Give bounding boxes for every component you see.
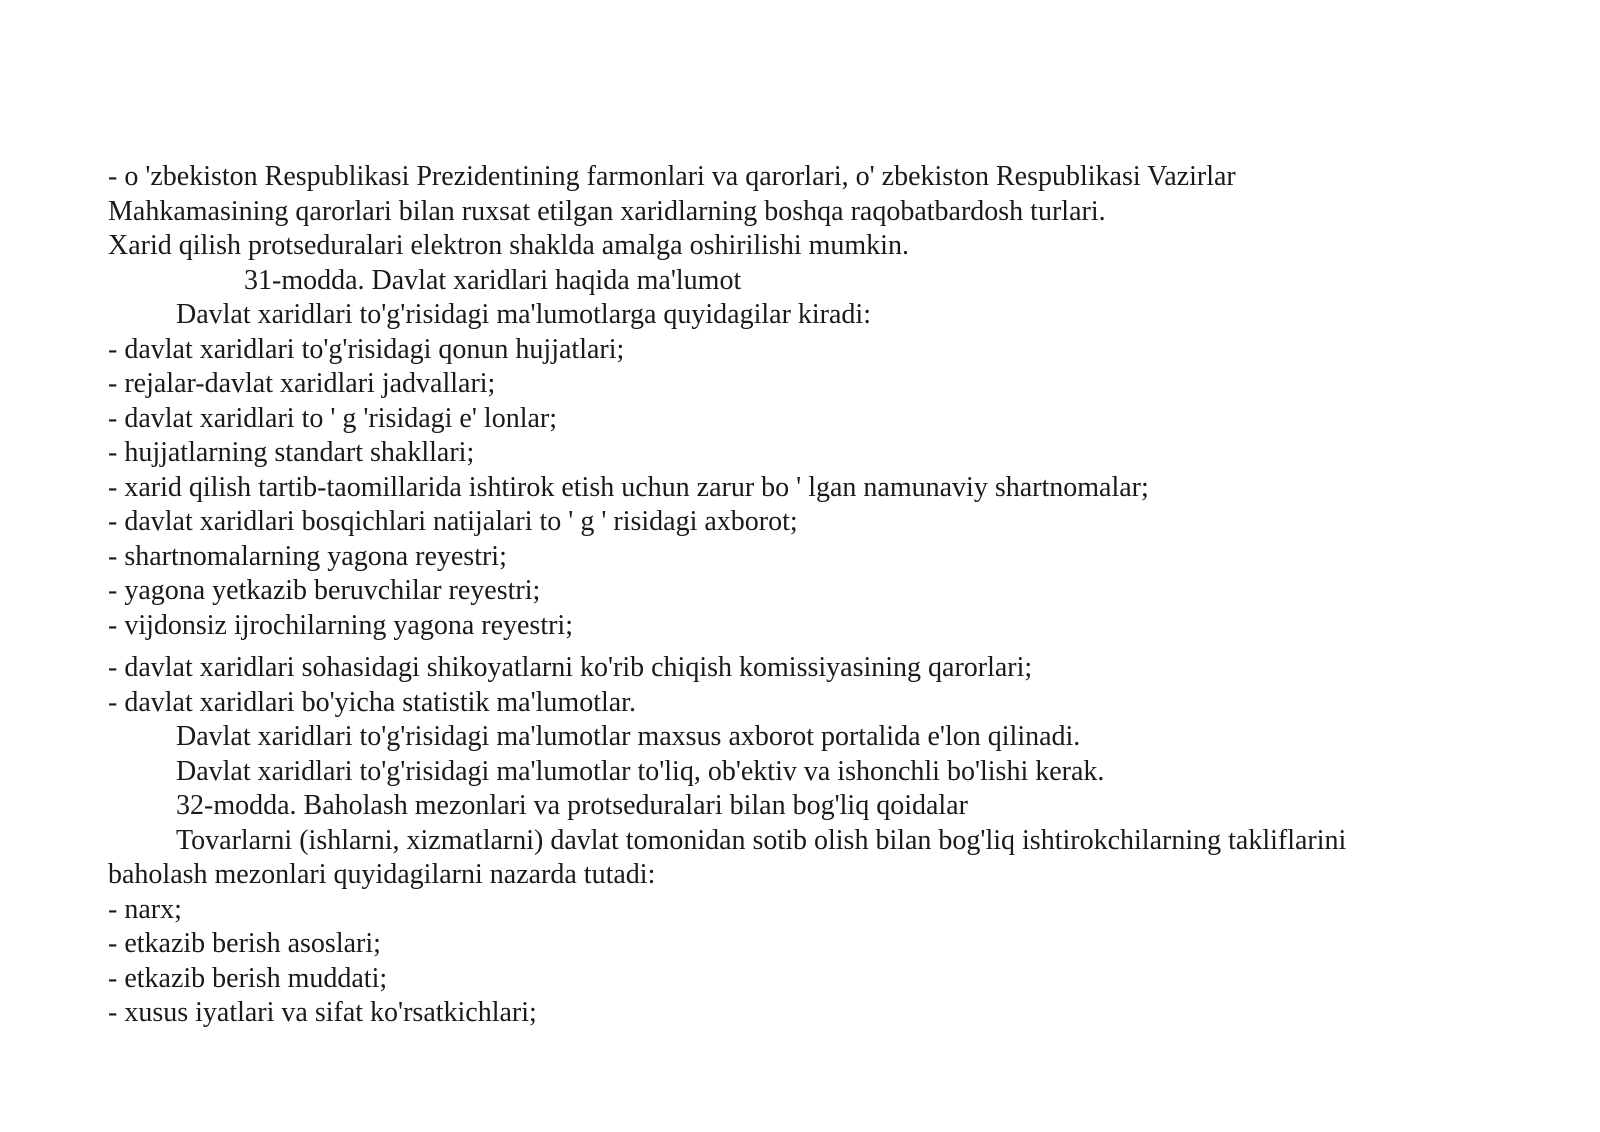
list-item: - vijdonsiz ijrochilarning yagona reyestri;	[108, 609, 573, 641]
article-heading: 31-modda. Davlat xaridlari haqida ma'lumot	[244, 264, 742, 296]
text-line: Xarid qilish protseduralari elektron shakldа amalga oshirilishi mumkin.	[108, 230, 909, 261]
paragraph-line: baholash mezonlari quyidagilarni nazarda tutadi:	[108, 859, 656, 890]
text-line: - o 'zbekiston Respublikasi Prezidentining farmonlari va qarorlari, o' zbekiston Respublikasi Vazirlar	[108, 161, 1236, 192]
list-item: - narx;	[108, 893, 182, 925]
paragraph-line: Davlat xaridlari to'g'risidagi ma'lumotlar to'liq, ob'ektiv va ishonchli bo'lishi kerak.	[176, 755, 1105, 787]
article-heading: 32-modda. Baholash mezonlari va protseduralari bilan bog'liq qoidalar	[176, 790, 968, 821]
list-item: - davlat xaridlari bosqichlari natijalari to ' g ' risidagi axborot;	[108, 506, 798, 537]
document-body	[108, 160, 1548, 1031]
list-item: - yagona yetkazib beruvchilar reyestri;	[108, 575, 541, 606]
paragraph-line: Davlat xaridlari to'g'risidagi ma'lumotlarga quyidagilar kiradi:	[176, 299, 871, 330]
list-item: - davlat xaridlari bo'yicha statistik ma'lumotlar.	[108, 686, 636, 718]
list-item: - xusus iyatlari va sifat ko'rsatkichlari;	[108, 997, 537, 1028]
text-line: Mahkamasining qarorlari bilan ruxsat etilgan xaridlarning boshqa raqobatbardosh turlari.	[108, 195, 1106, 227]
paragraph-line: Tovarlarni (ishlarni, xizmatlarni) davlat tomonidan sotib olish bilan bog'liq ishtirokchilarning takliflarini	[176, 824, 1347, 856]
list-item: - davlat xaridlari to'g'risidagi qonun hujjatlari;	[108, 333, 625, 365]
paragraph-line: Davlat xaridlari to'g'risidagi ma'lumotlar maxsus axborot portalida e'lon qilinadi.	[176, 721, 1081, 752]
list-item: - shartnomalarning yagona reyestri;	[108, 540, 507, 572]
list-item: - etkazib berish asoslari;	[108, 928, 381, 959]
list-item: - davlat xaridlari sohasidagi shikoyatlarni ko'rib chiqish komissiyasining qarorlari;	[108, 652, 1033, 683]
list-item: - davlat xaridlari to ' g 'risidagi e' lonlar;	[108, 402, 557, 434]
list-item: - hujjatlarning standart shakllari;	[108, 437, 475, 468]
list-item: - xarid qilish tartib-taomillarida ishtirok etish uchun zarur bo ' lgan namunaviy shartnomalar;	[108, 471, 1149, 503]
list-item: - rejalar-davlat xaridlari jadvallari;	[108, 368, 496, 399]
list-item: - etkazib berish muddati;	[108, 962, 388, 994]
